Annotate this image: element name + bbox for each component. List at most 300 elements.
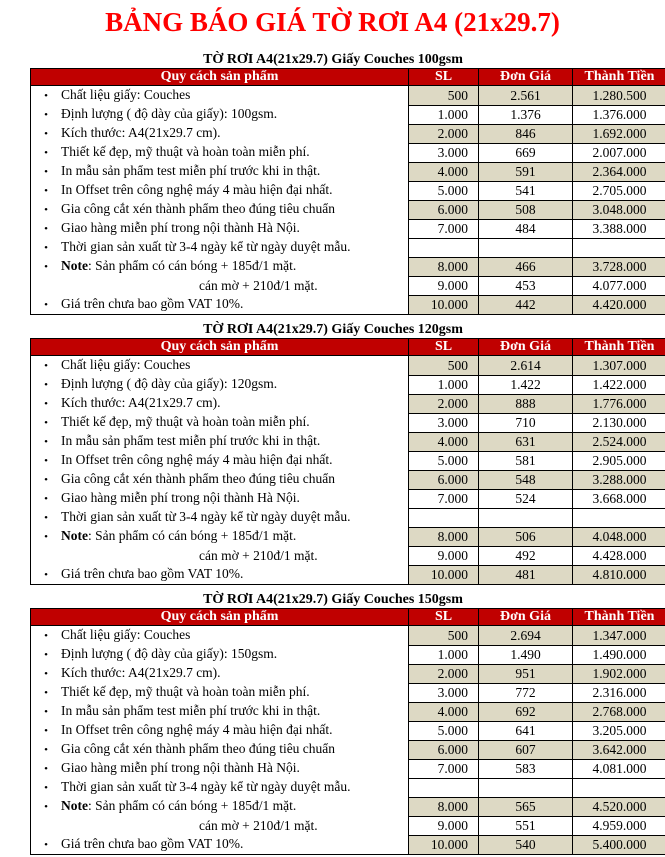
unit-price-cell: 888 [479, 394, 573, 413]
table-header-row [31, 69, 665, 86]
spec-text [61, 779, 350, 794]
empty-cell [573, 238, 665, 257]
qty-cell: 3.000 [409, 413, 479, 432]
table-row [31, 835, 665, 855]
table-row [31, 565, 665, 585]
qty-cell: 8.000 [409, 257, 479, 276]
page-title: BẢNG BÁO GIÁ TỜ RƠI A4 (21x29.7) [105, 7, 560, 37]
table-row [31, 394, 665, 413]
spec-text-content: Kích thước: A4(21x29.7 cm). [61, 125, 221, 140]
price-table [30, 68, 665, 315]
bullet-icon: • [44, 455, 48, 467]
bullet-icon: • [44, 687, 48, 699]
spec-text-content: In Offset trên công nghệ máy 4 màu hiện đại nhất. [61, 722, 333, 737]
spec-cell [31, 645, 409, 664]
spec-text [61, 741, 335, 756]
bullet-icon: • [44, 668, 48, 680]
spec-cell [31, 295, 409, 315]
unit-price-cell: 591 [479, 162, 573, 181]
total-cell: 5.400.000 [573, 835, 665, 855]
spec-text [61, 452, 333, 467]
spec-cell [31, 546, 409, 565]
table-row [31, 432, 665, 451]
header-qty: SL [409, 339, 479, 356]
spec-text [61, 433, 320, 448]
bullet-icon: • [44, 398, 48, 410]
unit-price-cell: 2.694 [479, 626, 573, 646]
spec-cell [31, 86, 409, 106]
bullet-icon: • [44, 725, 48, 737]
spec-text [61, 395, 221, 410]
qty-cell: 7.000 [409, 489, 479, 508]
spec-text-content: Thời gian sản xuất từ 3-4 ngày kể từ ngày duyệt mẫu. [61, 239, 351, 254]
spec-text-content: In mẫu sản phẩm test miễn phí trước khi in thật. [61, 703, 321, 718]
spec-cell [31, 124, 409, 143]
note-label: Note [61, 528, 88, 543]
spec-text [61, 490, 300, 505]
table-row [31, 143, 665, 162]
total-cell: 4.428.000 [573, 546, 665, 565]
spec-cell [31, 432, 409, 451]
spec-cell [31, 394, 409, 413]
price-table [30, 608, 665, 855]
unit-price-cell: 508 [479, 200, 573, 219]
spec-text [61, 703, 320, 718]
spec-text [61, 684, 310, 699]
spec-text-content: Thiết kế đẹp, mỹ thuật và hoàn toàn miễn phí. [61, 144, 310, 159]
qty-cell: 7.000 [409, 219, 479, 238]
price-section-150gsm [30, 592, 655, 855]
qty-cell: 8.000 [409, 797, 479, 816]
bullet-icon: • [44, 299, 48, 311]
bullet-icon: • [44, 649, 48, 661]
unit-price-cell: 846 [479, 124, 573, 143]
bullet-icon: • [44, 569, 48, 581]
unit-price-cell: 540 [479, 835, 573, 855]
unit-price-cell: 1.422 [479, 375, 573, 394]
spec-cell [31, 356, 409, 376]
total-cell: 4.077.000 [573, 276, 665, 295]
unit-price-cell: 442 [479, 295, 573, 315]
spec-text [61, 646, 277, 661]
spec-text [61, 258, 296, 273]
bullet-icon: • [44, 744, 48, 756]
qty-cell: 5.000 [409, 181, 479, 200]
section-title: TỜ RƠI A4(21x29.7) Giấy Couches 100gsm [203, 52, 463, 67]
total-cell: 4.420.000 [573, 295, 665, 315]
table-row [31, 105, 665, 124]
unit-price-cell: 607 [479, 740, 573, 759]
spec-text [61, 125, 221, 140]
spec-text-content: Gia công cắt xén thành phẩm theo đúng tiêu chuẩn [61, 201, 336, 216]
spec-cell [31, 508, 409, 527]
spec-text: cán mờ + 210đ/1 mặt. [199, 818, 318, 833]
table-row [31, 200, 665, 219]
total-cell: 3.048.000 [573, 200, 665, 219]
total-cell: 4.081.000 [573, 759, 665, 778]
empty-cell [409, 778, 479, 797]
qty-cell: 9.000 [409, 816, 479, 835]
spec-text-content: In mẫu sản phẩm test miễn phí trước khi in thật. [61, 163, 321, 178]
spec-text [61, 722, 333, 737]
note-label: Note [61, 258, 88, 273]
spec-text [61, 376, 277, 391]
bullet-icon: • [44, 474, 48, 486]
spec-text [61, 163, 320, 178]
spec-text-content: Giá trên chưa bao gồm VAT 10%. [61, 296, 244, 311]
spec-cell [31, 200, 409, 219]
spec-text-content: Giao hàng miễn phí trong nội thành Hà Nội. [61, 220, 300, 235]
spec-text-content: Thời gian sản xuất từ 3-4 ngày kể từ ngày duyệt mẫu. [61, 509, 351, 524]
total-cell: 1.422.000 [573, 375, 665, 394]
total-cell: 3.388.000 [573, 219, 665, 238]
total-cell: 3.642.000 [573, 740, 665, 759]
spec-cell [31, 527, 409, 546]
empty-cell [409, 238, 479, 257]
table-row [31, 489, 665, 508]
total-cell: 2.130.000 [573, 413, 665, 432]
bullet-icon: • [44, 630, 48, 642]
spec-text-content: Giá trên chưa bao gồm VAT 10%. [61, 836, 244, 851]
qty-cell: 3.000 [409, 143, 479, 162]
spec-cell [31, 816, 409, 835]
total-cell: 4.048.000 [573, 527, 665, 546]
total-cell: 3.728.000 [573, 257, 665, 276]
spec-cell [31, 181, 409, 200]
table-header-row [31, 339, 665, 356]
unit-price-cell: 581 [479, 451, 573, 470]
total-cell: 2.007.000 [573, 143, 665, 162]
spec-text-content: Chất liệu giấy: Couches [61, 627, 191, 642]
spec-cell [31, 702, 409, 721]
price-table [30, 338, 665, 585]
spec-text-content: : Sản phẩm có cán bóng + 185đ/1 mặt. [88, 798, 297, 813]
spec-text-content: Thiết kế đẹp, mỹ thuật và hoàn toàn miễn phí. [61, 414, 310, 429]
bullet-icon: • [44, 801, 48, 813]
bullet-icon: • [44, 782, 48, 794]
table-row [31, 740, 665, 759]
table-row [31, 797, 665, 816]
table-row [31, 451, 665, 470]
qty-cell: 8.000 [409, 527, 479, 546]
spec-text-content: Định lượng ( độ dày của giấy): 120gsm. [61, 376, 278, 391]
empty-cell [479, 508, 573, 527]
qty-cell: 3.000 [409, 683, 479, 702]
header-unit-price: Đơn Giá [479, 609, 573, 626]
spec-cell [31, 721, 409, 740]
spec-cell [31, 626, 409, 646]
bullet-icon: • [44, 90, 48, 102]
empty-cell [479, 778, 573, 797]
qty-cell: 500 [409, 626, 479, 646]
table-row [31, 257, 665, 276]
bullet-icon: • [44, 839, 48, 851]
qty-cell: 4.000 [409, 162, 479, 181]
total-cell: 1.307.000 [573, 356, 665, 376]
spec-cell [31, 413, 409, 432]
spec-text-content: Chất liệu giấy: Couches [61, 87, 191, 102]
section-title: TỜ RƠI A4(21x29.7) Giấy Couches 150gsm [203, 592, 463, 607]
unit-price-cell: 484 [479, 219, 573, 238]
unit-price-cell: 551 [479, 816, 573, 835]
spec-text [61, 144, 310, 159]
table-row [31, 721, 665, 740]
spec-text-content: : Sản phẩm có cán bóng + 185đ/1 mặt. [88, 258, 297, 273]
total-cell: 1.776.000 [573, 394, 665, 413]
bullet-icon: • [44, 360, 48, 372]
bullet-icon: • [44, 109, 48, 121]
qty-cell: 7.000 [409, 759, 479, 778]
spec-text [61, 201, 335, 216]
bullet-icon: • [44, 763, 48, 775]
spec-text [61, 566, 243, 581]
total-cell: 2.524.000 [573, 432, 665, 451]
spec-cell [31, 778, 409, 797]
unit-price-cell: 631 [479, 432, 573, 451]
note-label: Note [61, 798, 88, 813]
header-total: Thành Tiền [573, 69, 665, 86]
spec-text-content: Thời gian sản xuất từ 3-4 ngày kể từ ngày duyệt mẫu. [61, 779, 351, 794]
table-row [31, 626, 665, 646]
spec-text [61, 87, 190, 102]
header-spec: Quy cách sản phẩm [31, 69, 409, 86]
qty-cell: 1.000 [409, 375, 479, 394]
qty-cell: 4.000 [409, 432, 479, 451]
spec-text-content: Chất liệu giấy: Couches [61, 357, 191, 372]
total-cell: 4.959.000 [573, 816, 665, 835]
table-row [31, 181, 665, 200]
total-cell: 2.364.000 [573, 162, 665, 181]
bullet-icon: • [44, 493, 48, 505]
header-spec: Quy cách sản phẩm [31, 609, 409, 626]
spec-text-content: : Sản phẩm có cán bóng + 185đ/1 mặt. [88, 528, 297, 543]
unit-price-cell: 1.376 [479, 105, 573, 124]
spec-cell [31, 162, 409, 181]
spec-cell [31, 105, 409, 124]
spec-text-content: Định lượng ( độ dày của giấy): 150gsm. [61, 646, 278, 661]
spec-text-content: Giao hàng miễn phí trong nội thành Hà Nội. [61, 490, 300, 505]
header-unit-price: Đơn Giá [479, 339, 573, 356]
spec-cell [31, 143, 409, 162]
bullet-icon: • [44, 531, 48, 543]
empty-cell [573, 508, 665, 527]
unit-price-cell: 481 [479, 565, 573, 585]
total-cell: 2.316.000 [573, 683, 665, 702]
price-section-100gsm [30, 52, 655, 315]
unit-price-cell: 541 [479, 181, 573, 200]
unit-price-cell: 951 [479, 664, 573, 683]
total-cell: 3.668.000 [573, 489, 665, 508]
bullet-icon: • [44, 417, 48, 429]
spec-cell [31, 759, 409, 778]
qty-cell: 2.000 [409, 394, 479, 413]
bullet-icon: • [44, 379, 48, 391]
total-cell: 1.692.000 [573, 124, 665, 143]
table-row [31, 683, 665, 702]
bullet-icon: • [44, 223, 48, 235]
spec-cell [31, 683, 409, 702]
table-row [31, 276, 665, 295]
empty-cell [479, 238, 573, 257]
spec-text [61, 798, 296, 813]
table-row [31, 778, 665, 797]
spec-text [61, 528, 296, 543]
total-cell: 1.280.500 [573, 86, 665, 106]
spec-text [61, 471, 335, 486]
qty-cell: 2.000 [409, 664, 479, 683]
table-row [31, 645, 665, 664]
spec-cell [31, 257, 409, 276]
spec-text [61, 509, 350, 524]
bullet-icon: • [44, 706, 48, 718]
spec-text-content: Định lượng ( độ dày của giấy): 100gsm. [61, 106, 278, 121]
spec-cell [31, 451, 409, 470]
spec-cell [31, 470, 409, 489]
empty-cell [573, 778, 665, 797]
table-row [31, 508, 665, 527]
header-unit-price: Đơn Giá [479, 69, 573, 86]
qty-cell: 4.000 [409, 702, 479, 721]
qty-cell: 5.000 [409, 721, 479, 740]
unit-price-cell: 641 [479, 721, 573, 740]
spec-cell [31, 740, 409, 759]
header-qty: SL [409, 609, 479, 626]
spec-text [61, 414, 310, 429]
section-title: TỜ RƠI A4(21x29.7) Giấy Couches 120gsm [203, 322, 463, 337]
unit-price-cell: 492 [479, 546, 573, 565]
qty-cell: 9.000 [409, 546, 479, 565]
total-cell: 2.705.000 [573, 181, 665, 200]
total-cell: 1.490.000 [573, 645, 665, 664]
empty-cell [409, 508, 479, 527]
spec-cell [31, 219, 409, 238]
unit-price-cell: 524 [479, 489, 573, 508]
bullet-icon: • [44, 261, 48, 273]
table-row [31, 219, 665, 238]
spec-cell [31, 664, 409, 683]
spec-text [61, 296, 243, 311]
table-row [31, 816, 665, 835]
spec-text-content: Thiết kế đẹp, mỹ thuật và hoàn toàn miễn phí. [61, 684, 310, 699]
unit-price-cell: 692 [479, 702, 573, 721]
table-row [31, 162, 665, 181]
table-row [31, 86, 665, 106]
spec-text: cán mờ + 210đ/1 mặt. [199, 548, 318, 563]
qty-cell: 10.000 [409, 835, 479, 855]
bullet-icon: • [44, 128, 48, 140]
bullet-icon: • [44, 147, 48, 159]
bullet-icon: • [44, 166, 48, 178]
qty-cell: 5.000 [409, 451, 479, 470]
unit-price-cell: 2.614 [479, 356, 573, 376]
bullet-icon: • [44, 204, 48, 216]
unit-price-cell: 2.561 [479, 86, 573, 106]
qty-cell: 6.000 [409, 740, 479, 759]
spec-text-content: Giá trên chưa bao gồm VAT 10%. [61, 566, 244, 581]
spec-cell [31, 835, 409, 855]
table-row [31, 375, 665, 394]
header-total: Thành Tiền [573, 609, 665, 626]
header-qty: SL [409, 69, 479, 86]
spec-text: cán mờ + 210đ/1 mặt. [199, 278, 318, 293]
spec-text-content: Kích thước: A4(21x29.7 cm). [61, 665, 221, 680]
table-row [31, 759, 665, 778]
table-header-row [31, 609, 665, 626]
spec-text-content: Giao hàng miễn phí trong nội thành Hà Nội. [61, 760, 300, 775]
unit-price-cell: 548 [479, 470, 573, 489]
qty-cell: 9.000 [409, 276, 479, 295]
spec-text-content: Kích thước: A4(21x29.7 cm). [61, 395, 221, 410]
spec-text-content: In Offset trên công nghệ máy 4 màu hiện đại nhất. [61, 452, 333, 467]
total-cell: 3.205.000 [573, 721, 665, 740]
total-cell: 1.376.000 [573, 105, 665, 124]
total-cell: 4.810.000 [573, 565, 665, 585]
table-row [31, 413, 665, 432]
total-cell: 2.905.000 [573, 451, 665, 470]
spec-text [61, 220, 300, 235]
table-row [31, 124, 665, 143]
unit-price-cell: 1.490 [479, 645, 573, 664]
header-spec: Quy cách sản phẩm [31, 339, 409, 356]
header-total: Thành Tiền [573, 339, 665, 356]
table-row [31, 527, 665, 546]
spec-text [61, 106, 277, 121]
spec-text-content: Gia công cắt xén thành phẩm theo đúng tiêu chuẩn [61, 471, 336, 486]
qty-cell: 2.000 [409, 124, 479, 143]
spec-text [61, 665, 221, 680]
price-section-120gsm [30, 322, 655, 585]
unit-price-cell: 772 [479, 683, 573, 702]
unit-price-cell: 506 [479, 527, 573, 546]
bullet-icon: • [44, 512, 48, 524]
unit-price-cell: 583 [479, 759, 573, 778]
spec-text [61, 357, 190, 372]
qty-cell: 10.000 [409, 295, 479, 315]
table-row [31, 238, 665, 257]
spec-cell [31, 489, 409, 508]
unit-price-cell: 565 [479, 797, 573, 816]
unit-price-cell: 466 [479, 257, 573, 276]
table-row [31, 664, 665, 683]
unit-price-cell: 669 [479, 143, 573, 162]
spec-text [61, 627, 190, 642]
table-row [31, 470, 665, 489]
total-cell: 1.902.000 [573, 664, 665, 683]
qty-cell: 500 [409, 356, 479, 376]
qty-cell: 500 [409, 86, 479, 106]
total-cell: 3.288.000 [573, 470, 665, 489]
spec-cell [31, 238, 409, 257]
qty-cell: 1.000 [409, 645, 479, 664]
bullet-icon: • [44, 242, 48, 254]
total-cell: 2.768.000 [573, 702, 665, 721]
bullet-icon: • [44, 436, 48, 448]
total-cell: 1.347.000 [573, 626, 665, 646]
table-row [31, 546, 665, 565]
qty-cell: 1.000 [409, 105, 479, 124]
spec-text [61, 836, 243, 851]
spec-text-content: Gia công cắt xén thành phẩm theo đúng tiêu chuẩn [61, 741, 336, 756]
table-row [31, 356, 665, 376]
qty-cell: 10.000 [409, 565, 479, 585]
spec-cell [31, 565, 409, 585]
spec-text [61, 182, 333, 197]
total-cell: 4.520.000 [573, 797, 665, 816]
unit-price-cell: 710 [479, 413, 573, 432]
table-row [31, 295, 665, 315]
spec-text-content: In mẫu sản phẩm test miễn phí trước khi in thật. [61, 433, 321, 448]
spec-cell [31, 276, 409, 295]
